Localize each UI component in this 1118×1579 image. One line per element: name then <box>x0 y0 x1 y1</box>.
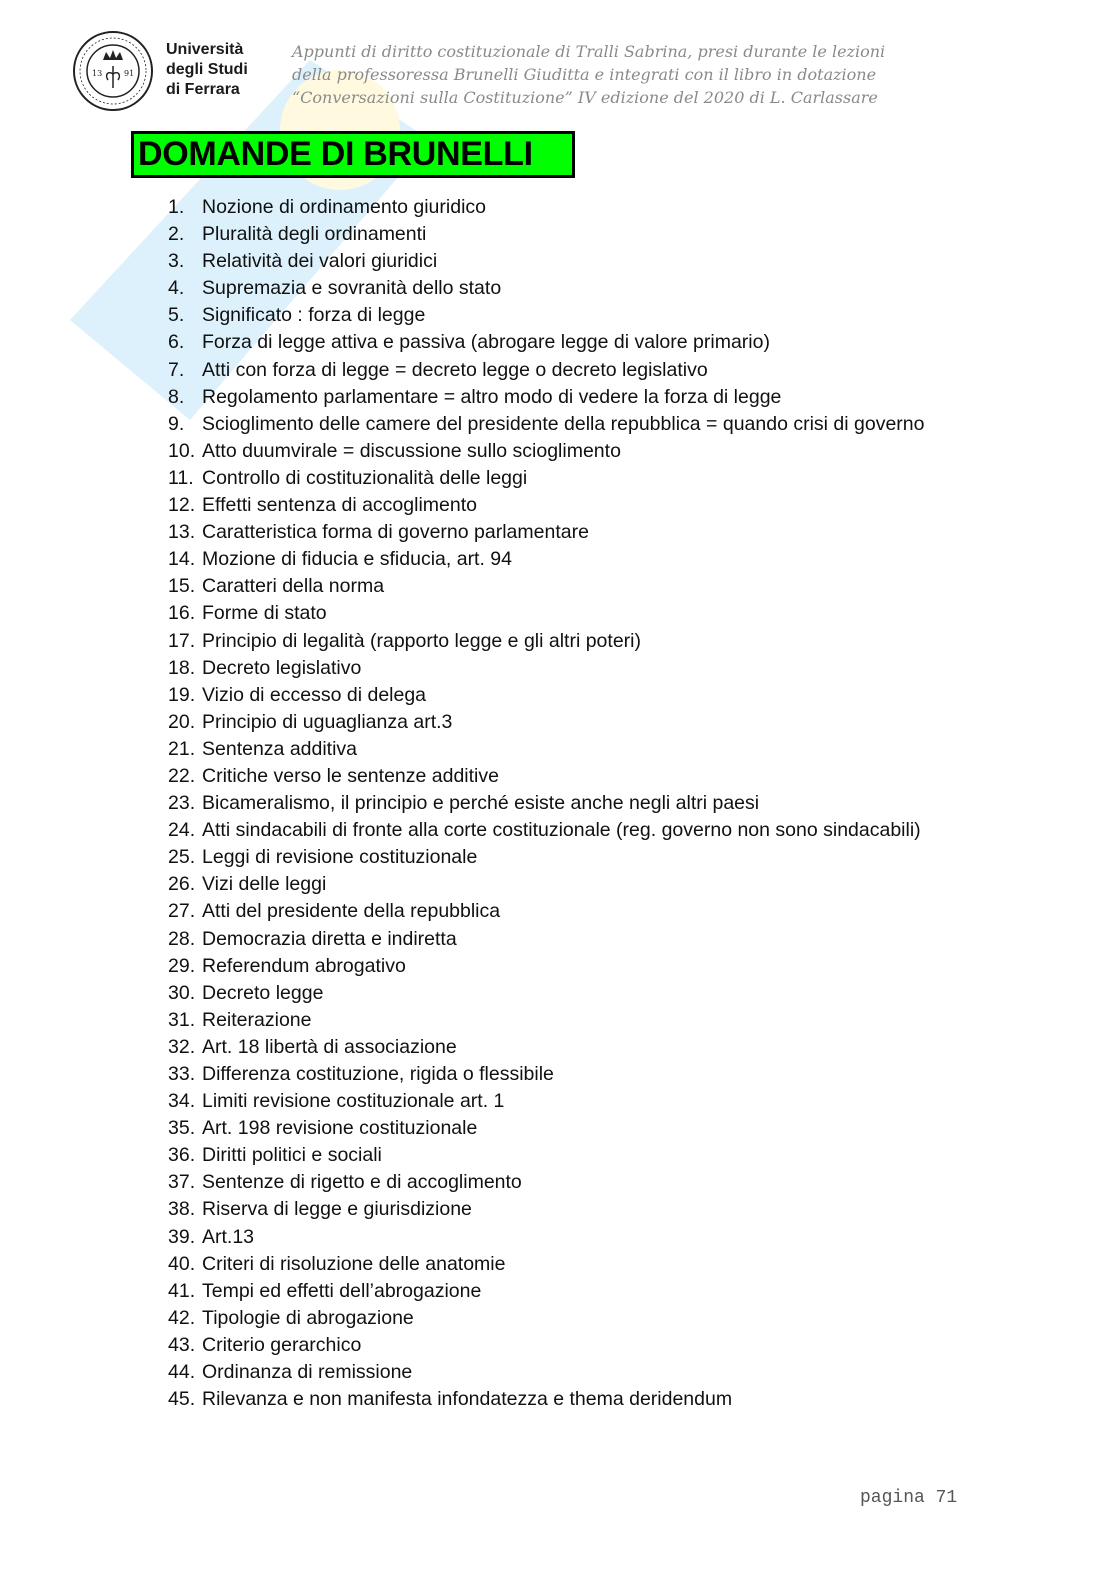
question-text: Limiti revisione costituzionale art. 1 <box>202 1090 505 1113</box>
question-text: Atto duumvirale = discussione sullo scioglimento <box>202 439 621 462</box>
page-title-box <box>131 131 575 178</box>
page-number: pagina 71 <box>860 1488 958 1508</box>
header-note-line: della professoressa Brunelli Giuditta e integrati con il libro in dotazione <box>292 65 877 84</box>
question-text: Pluralità degli ordinamenti <box>202 223 427 246</box>
svg-text:91: 91 <box>124 69 135 78</box>
list-item <box>168 898 924 925</box>
question-text: Decreto legislativo <box>202 656 362 679</box>
question-number: 18. <box>168 656 196 679</box>
question-text: Nozione di ordinamento giuridico <box>202 196 486 218</box>
question-list <box>168 194 924 1413</box>
question-number: 39. <box>168 1225 196 1248</box>
list-item <box>168 411 924 438</box>
question-text: Art. 198 revisione costituzionale <box>202 1117 478 1140</box>
question-text: Democrazia diretta e indiretta <box>202 927 457 950</box>
list-item <box>168 465 924 492</box>
question-number: 1. <box>168 196 185 218</box>
question-number: 36. <box>168 1144 196 1167</box>
list-item <box>168 1386 924 1413</box>
list-item <box>168 384 924 411</box>
question-text: Effetti sentenza di accoglimento <box>202 494 477 517</box>
question-number: 4. <box>168 277 185 300</box>
list-item <box>168 438 924 465</box>
list-item <box>168 709 924 736</box>
list-item <box>168 1061 924 1088</box>
question-text: Supremazia e sovranità dello stato <box>202 277 502 300</box>
question-number: 19. <box>168 683 196 706</box>
question-text: Leggi di revisione costituzionale <box>202 846 478 869</box>
question-text: Forme di stato <box>202 602 327 625</box>
list-item <box>168 1359 924 1386</box>
list-item <box>168 275 924 302</box>
question-text: Caratteristica forma di governo parlamentare <box>202 521 589 544</box>
question-text: Mozione di fiducia e sfiducia, art. 94 <box>202 548 513 571</box>
question-number: 23. <box>168 792 196 815</box>
question-number: 38. <box>168 1198 196 1221</box>
question-number: 41. <box>168 1279 196 1302</box>
list-item <box>168 628 924 655</box>
question-text: Tempi ed effetti dell’abrogazione <box>202 1279 482 1302</box>
question-number: 35. <box>168 1117 196 1140</box>
list-item <box>168 871 924 898</box>
question-number: 43. <box>168 1333 196 1356</box>
list-item <box>168 980 924 1007</box>
question-number: 11. <box>168 466 194 489</box>
list-item <box>168 817 924 844</box>
list-item <box>168 1088 924 1115</box>
question-text: Relatività dei valori giuridici <box>202 250 438 273</box>
question-number: 8. <box>168 385 185 408</box>
question-number: 17. <box>168 629 196 652</box>
list-item <box>168 1224 924 1251</box>
question-number: 25. <box>168 846 196 869</box>
list-item <box>168 329 924 356</box>
question-text: Principio di uguaglianza art.3 <box>202 710 453 733</box>
list-item <box>168 1196 924 1223</box>
question-text: Diritti politici e sociali <box>202 1144 382 1167</box>
question-number: 5. <box>168 304 185 327</box>
question-text: Critiche verso le sentenze additive <box>202 764 499 787</box>
list-item <box>168 1007 924 1034</box>
university-name-line: di Ferrara <box>166 81 240 98</box>
question-text: Art.13 <box>202 1225 255 1248</box>
question-number: 29. <box>168 954 196 977</box>
question-number: 31. <box>168 1008 196 1031</box>
question-number: 20. <box>168 710 196 733</box>
question-number: 9. <box>168 412 185 435</box>
list-item <box>168 600 924 627</box>
question-text: Differenza costituzione, rigida o flessibile <box>202 1063 554 1085</box>
question-text: Decreto legge <box>202 981 324 1004</box>
question-number: 3. <box>168 250 185 273</box>
question-text: Art. 18 libertà di associazione <box>202 1035 457 1058</box>
question-text: Ordinanza di remissione <box>202 1361 413 1384</box>
list-item <box>168 492 924 519</box>
question-number: 10. <box>168 439 196 462</box>
list-item <box>168 736 924 763</box>
question-text: Rilevanza e non manifesta infondatezza e thema deridendum <box>202 1388 733 1411</box>
question-text: Vizio di eccesso di delega <box>202 683 427 706</box>
question-text: Atti sindacabili di fronte alla corte costituzionale (reg. governo non sono sindacabili) <box>202 819 921 842</box>
question-number: 2. <box>168 223 185 246</box>
question-number: 32. <box>168 1035 196 1058</box>
list-item <box>168 1034 924 1061</box>
university-seal-icon <box>72 30 154 112</box>
question-text: Forza di legge attiva e passiva (abrogare legge di valore primario) <box>202 331 770 354</box>
question-text: Regolamento parlamentare = altro modo di vedere la forza di legge <box>202 385 782 408</box>
list-item <box>168 573 924 600</box>
question-number: 14. <box>168 548 196 571</box>
question-number: 26. <box>168 873 196 896</box>
question-number: 15. <box>168 575 196 598</box>
list-item <box>168 1169 924 1196</box>
question-text: Reiterazione <box>202 1008 312 1031</box>
list-item <box>168 1278 924 1305</box>
svg-text:13: 13 <box>92 69 103 78</box>
question-text: Criterio gerarchico <box>202 1333 362 1356</box>
question-text: Principio di legalità (rapporto legge e gli altri poteri) <box>202 629 641 652</box>
question-number: 21. <box>168 737 196 760</box>
question-number: 6. <box>168 331 185 354</box>
list-item <box>168 763 924 790</box>
question-number: 12. <box>168 494 196 517</box>
question-text: Controllo di costituzionalità delle leggi <box>202 466 528 489</box>
question-number: 33. <box>168 1063 196 1085</box>
question-text: Bicameralismo, il principio e perché esiste anche negli altri paesi <box>202 792 760 815</box>
list-item <box>168 1115 924 1142</box>
university-name-line: Università <box>166 41 244 58</box>
question-text: Vizi delle leggi <box>202 873 327 896</box>
university-name <box>166 40 248 100</box>
list-item <box>168 546 924 573</box>
question-number: 24. <box>168 819 196 842</box>
list-item <box>168 1332 924 1359</box>
question-text: Significato : forza di legge <box>202 304 426 327</box>
question-text: Caratteri della norma <box>202 575 385 598</box>
list-item <box>168 926 924 953</box>
question-text: Tipologie di abrogazione <box>202 1306 414 1329</box>
question-number: 13. <box>168 521 196 544</box>
list-item <box>168 1142 924 1169</box>
question-number: 28. <box>168 927 196 950</box>
list-item <box>168 1251 924 1278</box>
list-item <box>168 844 924 871</box>
question-number: 34. <box>168 1090 196 1113</box>
list-item <box>168 1305 924 1332</box>
list-item <box>168 248 924 275</box>
header-note-line: Appunti di diritto costituzionale di Tralli Sabrina, presi durante le lezioni <box>292 42 886 61</box>
header-note-line: “Conversazioni sulla Costituzione” IV edizione del 2020 di L. Carlassare <box>292 88 878 107</box>
question-text: Atti con forza di legge = decreto legge o decreto legislativo <box>202 358 708 381</box>
question-text: Sentenza additiva <box>202 737 358 760</box>
question-text: Criteri di risoluzione delle anatomie <box>202 1252 506 1275</box>
question-number: 7. <box>168 358 185 381</box>
question-text: Sentenze di rigetto e di accoglimento <box>202 1171 522 1194</box>
list-item <box>168 682 924 709</box>
list-item <box>168 519 924 546</box>
list-item <box>168 655 924 682</box>
list-item <box>168 953 924 980</box>
question-number: 44. <box>168 1361 196 1384</box>
list-item <box>168 357 924 384</box>
header-note <box>292 40 932 109</box>
question-number: 42. <box>168 1306 196 1329</box>
question-number: 22. <box>168 764 196 787</box>
page-title: DOMANDE DI BRUNELLI <box>138 135 533 173</box>
list-item <box>168 194 924 221</box>
question-number: 37. <box>168 1171 196 1194</box>
question-number: 45. <box>168 1388 196 1411</box>
list-item <box>168 790 924 817</box>
question-number: 40. <box>168 1252 196 1275</box>
list-item <box>168 221 924 248</box>
university-name-line: degli Studi <box>166 61 248 78</box>
question-text: Riserva di legge e giurisdizione <box>202 1198 472 1221</box>
question-text: Atti del presidente della repubblica <box>202 900 501 923</box>
question-number: 30. <box>168 981 196 1004</box>
question-number: 27. <box>168 900 196 923</box>
list-item <box>168 302 924 329</box>
question-number: 16. <box>168 602 196 625</box>
question-text: Scioglimento delle camere del presidente della repubblica = quando crisi di governo <box>202 412 925 435</box>
question-text: Referendum abrogativo <box>202 954 406 977</box>
